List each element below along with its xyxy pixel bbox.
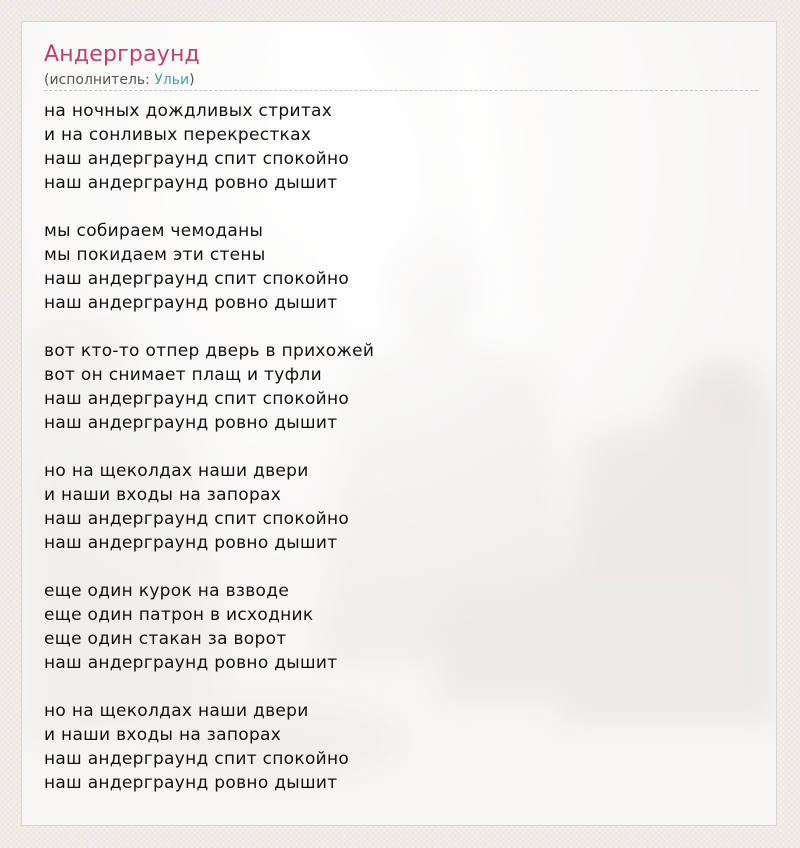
lyric-line: и наши входы на запорах: [44, 485, 282, 505]
lyric-line: наш андерграунд спит спокойно: [44, 269, 350, 289]
lyric-line: еще один патрон в исходник: [44, 605, 314, 625]
lyric-line: наш андерграунд ровно дышит: [44, 773, 338, 793]
stanza: [44, 339, 754, 435]
performer-line: [44, 70, 754, 90]
lyrics-card: [21, 21, 777, 826]
lyric-line: еще один стакан за ворот: [44, 629, 287, 649]
stanza: [44, 459, 754, 555]
lyric-line: наш андерграунд спит спокойно: [44, 749, 350, 769]
lyric-line: мы покидаем эти стены: [44, 245, 266, 265]
performer-suffix: ): [189, 72, 195, 88]
song-title: Андерграунд: [44, 42, 200, 67]
lyric-line: наш андерграунд ровно дышит: [44, 293, 338, 313]
title-divider: [44, 90, 758, 91]
lyric-line: но на щеколдах наши двери: [44, 701, 309, 721]
stanza: [44, 579, 754, 675]
performer-prefix: (исполнитель:: [44, 72, 155, 88]
lyric-line: и на сонливых перекрестках: [44, 125, 312, 145]
lyric-line: наш андерграунд спит спокойно: [44, 509, 350, 529]
lyric-line: мы собираем чемоданы: [44, 221, 264, 241]
lyric-line: наш андерграунд спит спокойно: [44, 149, 350, 169]
lyric-line: еще один курок на взводе: [44, 581, 290, 601]
lyric-line: и наши входы на запорах: [44, 725, 282, 745]
lyric-line: на ночных дождливых стритах: [44, 101, 333, 121]
lyric-line: наш андерграунд ровно дышит: [44, 653, 338, 673]
stanza: [44, 219, 754, 315]
performer-link[interactable]: Ульи: [154, 72, 190, 88]
lyrics-content: [22, 22, 776, 795]
lyric-line: вот кто-то отпер дверь в прихожей: [44, 341, 375, 361]
stanza: [44, 99, 754, 195]
lyric-line: вот он снимает плащ и туфли: [44, 365, 322, 385]
lyric-line: наш андерграунд ровно дышит: [44, 533, 338, 553]
lyric-line: наш андерграунд ровно дышит: [44, 413, 338, 433]
lyric-line: но на щеколдах наши двери: [44, 461, 309, 481]
lyric-line: наш андерграунд спит спокойно: [44, 389, 350, 409]
lyrics-body: [44, 99, 754, 795]
stanza: [44, 699, 754, 795]
lyric-line: наш андерграунд ровно дышит: [44, 173, 338, 193]
